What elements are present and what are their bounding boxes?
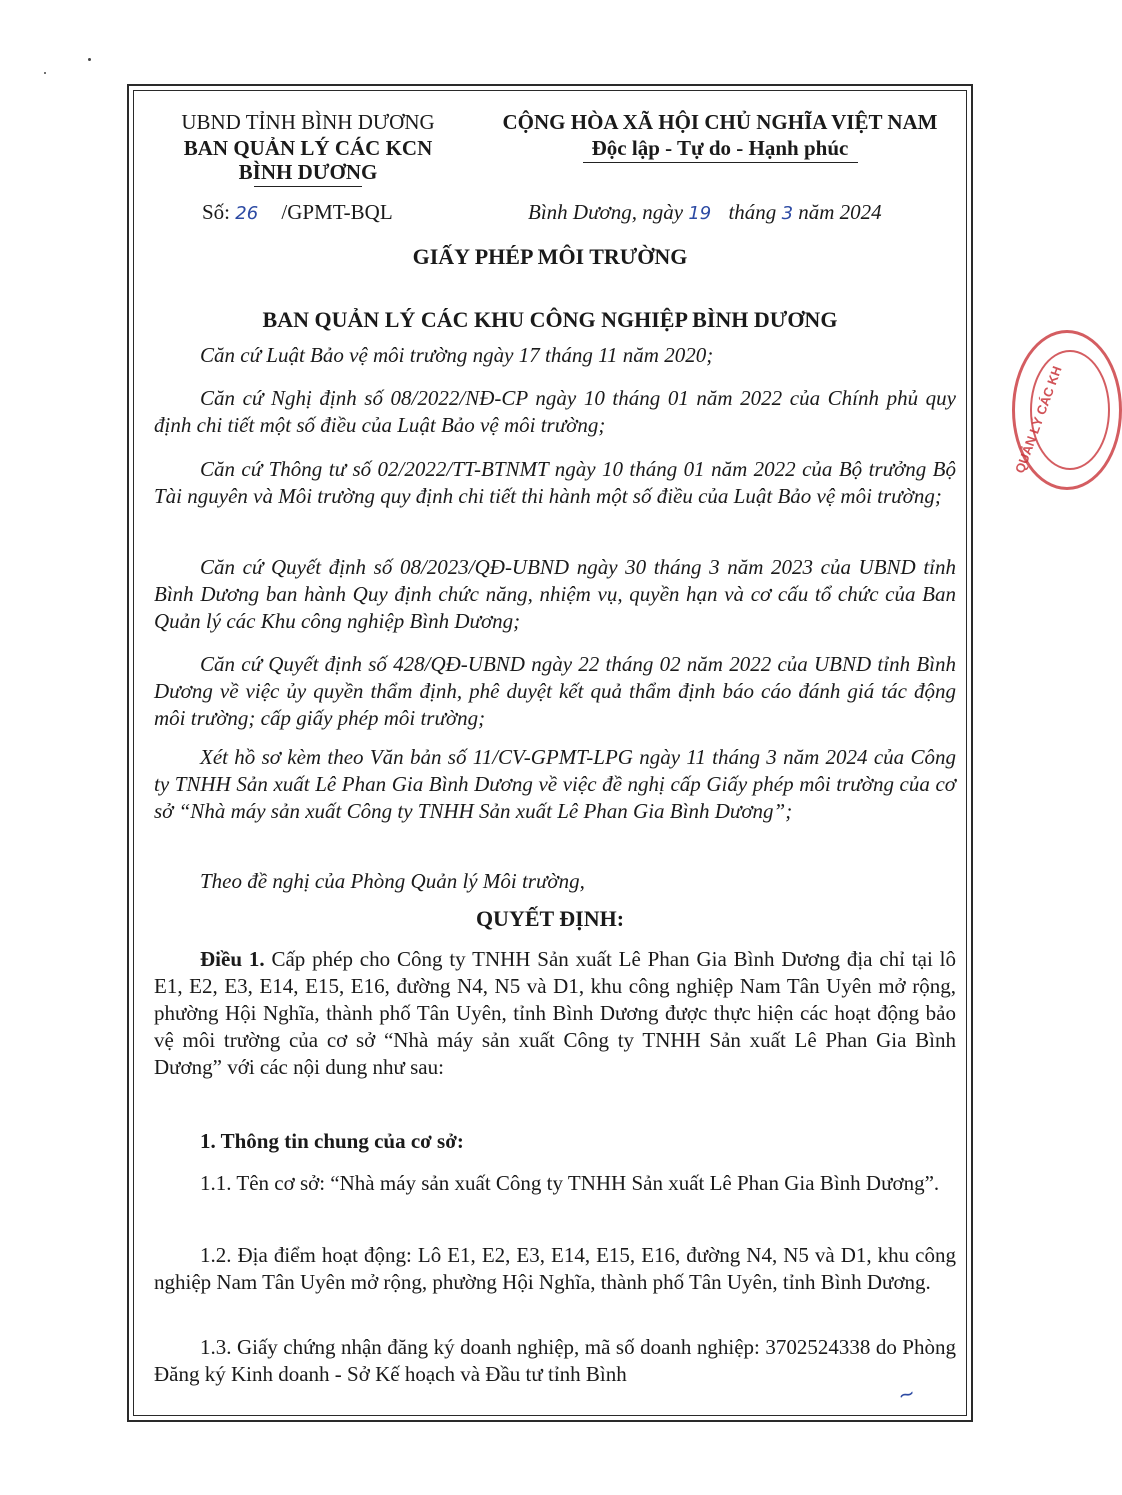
- header-department-line2: BÌNH DƯƠNG: [238, 160, 378, 184]
- basis-item: Căn cứ Luật Bảo vệ môi trường ngày 17 tháng 11 năm 2020;: [200, 343, 714, 367]
- info-item: 1.3. Giấy chứng nhận đăng ký doanh nghiệp, mã số doanh nghiệp: 3702524338 do Phòng Đăng ký Kinh doanh - Sở Kế hoạch và Đầu tư tỉnh Bình: [154, 1335, 956, 1386]
- basis-item: Căn cứ Nghị định số 08/2022/NĐ-CP ngày 10 tháng 01 năm 2022 của Chính phủ quy định chi tiết một số điều của Luật Bảo vệ môi trường;: [154, 386, 956, 437]
- initials-mark: ~: [895, 1380, 918, 1408]
- document-title: GIẤY PHÉP MÔI TRƯỜNG: [412, 244, 688, 269]
- basis-item: Xét hồ sơ kèm theo Văn bản số 11/CV-GPMT-LPG ngày 11 tháng 3 năm 2024 của Công ty TNHH Sản xuất Lê Phan Gia Bình Dương về việc đề nghị cấp Giấy phép môi trường của cơ sở “Nhà máy sản xuất Công ty TNHH Sản xuất Lê Phan Gia Bình Dương”;: [154, 745, 956, 823]
- scan-speck: [44, 72, 46, 74]
- document-date: Bình Dương, ngày 19 tháng 3 năm 2024: [528, 200, 882, 224]
- header-motto: Độc lập - Tự do - Hạnh phúc: [591, 136, 849, 160]
- issuer-heading: BAN QUẢN LÝ CÁC KHU CÔNG NGHIỆP BÌNH DƯƠNG: [262, 307, 838, 332]
- basis-item: Theo đề nghị của Phòng Quản lý Môi trường,: [200, 869, 585, 893]
- document-number: Số: 26 /GPMT-BQL: [202, 200, 393, 224]
- decision-heading: QUYẾT ĐỊNH:: [475, 906, 625, 931]
- red-seal-text: QUẢN LÝ CÁC KH: [1012, 364, 1065, 476]
- article-1-label: Điều 1.: [200, 947, 265, 971]
- info-item: 1.2. Địa điểm hoạt động: Lô E1, E2, E3, E14, E15, E16, đường N4, N5 và D1, khu công nghiệp Nam Tân Uyên mở rộng, phường Hội Nghĩa, thành phố Tân Uyên, tỉnh Bình Dương.: [154, 1243, 956, 1294]
- section-1-heading: 1. Thông tin chung của cơ sở:: [200, 1129, 464, 1153]
- header-department: BAN QUẢN LÝ CÁC KCN: [183, 136, 433, 160]
- basis-item: Căn cứ Quyết định số 08/2023/QĐ-UBND ngày 30 tháng 3 năm 2023 của UBND tỉnh Bình Dương ban hành Quy định chức năng, nhiệm vụ, quyền hạn và cơ cấu tổ chức của Ban Quản lý các Khu công nghiệp Bình Dương;: [154, 555, 956, 633]
- header-authority: UBND TỈNH BÌNH DƯƠNG: [181, 110, 435, 134]
- handwritten-month: 3: [781, 203, 794, 224]
- handwritten-day: 19: [688, 203, 712, 224]
- basis-item: Căn cứ Thông tư số 02/2022/TT-BTNMT ngày 10 tháng 01 năm 2022 của Bộ trưởng Bộ Tài nguyên và Môi trường quy định chi tiết thi hành một số điều của Luật Bảo vệ môi trường;: [154, 457, 956, 508]
- basis-item: Căn cứ Quyết định số 428/QĐ-UBND ngày 22 tháng 02 năm 2022 của UBND tỉnh Bình Dương về việc ủy quyền thẩm định, phê duyệt kết quả thẩm định báo cáo đánh giá tác động môi trường; cấp giấy phép môi trường;: [154, 652, 956, 730]
- scan-speck: [88, 58, 91, 61]
- info-item: 1.1. Tên cơ sở: “Nhà máy sản xuất Công ty TNHH Sản xuất Lê Phan Gia Bình Dương”.: [200, 1171, 940, 1195]
- handwritten-number: 26: [235, 203, 259, 224]
- article-1: Điều 1. Cấp phép cho Công ty TNHH Sản xuất Lê Phan Gia Bình Dương địa chỉ tại lô E1, E2, E3, E14, E15, E16, đường N4, N5 và D1, khu công nghiệp Nam Tân Uyên mở rộng, phường Hội Nghĩa, thành phố Tân Uyên, tỉnh Bình Dương được thực hiện các hoạt động bảo vệ môi trường của cơ sở “Nhà máy sản xuất Công ty TNHH Sản xuất Lê Phan Gia Bình Dương” với các nội dung như sau:: [154, 947, 957, 1079]
- header-country: CỘNG HÒA XÃ HỘI CHỦ NGHĨA VIỆT NAM: [502, 110, 938, 134]
- header-right-underline: [583, 162, 858, 163]
- header-left-underline: [254, 186, 362, 187]
